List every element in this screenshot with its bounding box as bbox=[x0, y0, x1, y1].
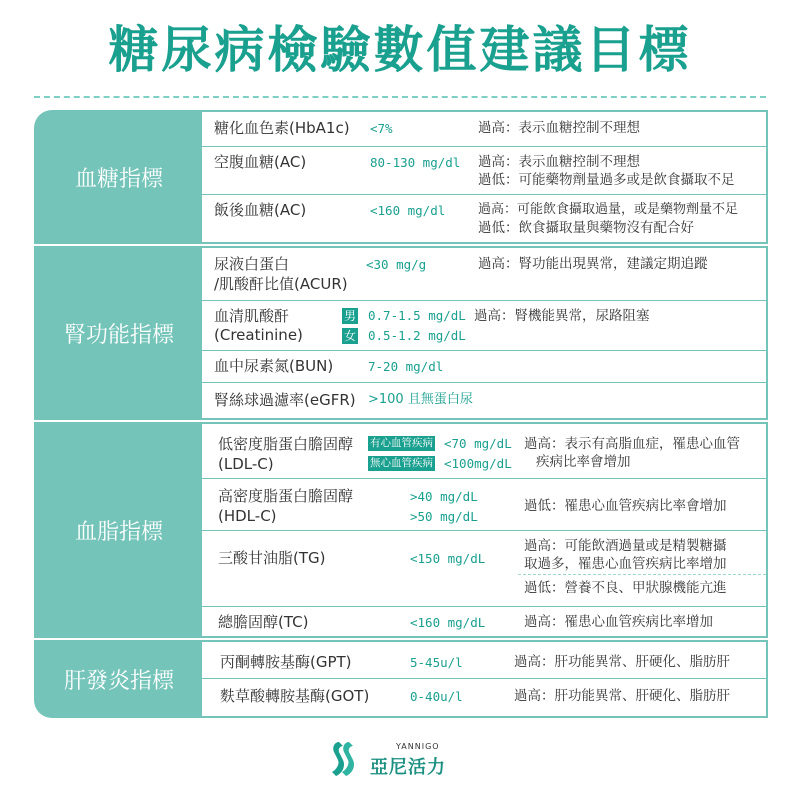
row-separator bbox=[202, 350, 766, 351]
row-separator bbox=[202, 478, 766, 479]
tg-name: 三酸甘油脂(TG) bbox=[218, 549, 326, 567]
creatinine-name-line2: (Creatinine) bbox=[214, 326, 303, 344]
tg-value: <150 mg/dL bbox=[410, 551, 486, 566]
tc-name: 總膽固醇(TC) bbox=[218, 613, 309, 631]
acur-name-line1: 尿液白蛋白 bbox=[214, 255, 290, 273]
ldl-value-without-cvd: <100mg/dL bbox=[444, 456, 512, 471]
female-label: 女 bbox=[343, 329, 356, 343]
row-separator bbox=[202, 194, 766, 195]
row-separator bbox=[202, 382, 766, 383]
hdl-name-line2: (HDL-C) bbox=[218, 507, 277, 525]
got-value: 0-40u/l bbox=[410, 689, 463, 704]
creatinine-note: 過高：腎機能異常，尿路阻塞 bbox=[474, 308, 650, 324]
creatinine-female-value: 0.5-1.2 mg/dL bbox=[368, 328, 466, 343]
logo-english: YANNIGO bbox=[396, 742, 440, 751]
ac-name: 空腹血糖(AC) bbox=[214, 153, 307, 171]
male-label: 男 bbox=[343, 309, 356, 323]
ldl-name-line1: 低密度脂蛋白膽固醇 bbox=[218, 435, 354, 453]
acur-value: <30 mg/g bbox=[366, 257, 427, 272]
gpt-value: 5-45u/l bbox=[410, 655, 463, 670]
note-separator bbox=[518, 574, 766, 575]
category-lipid: 血脂指標 bbox=[74, 519, 163, 545]
ac-value: 80-130 mg/dl bbox=[370, 155, 461, 170]
tc-value: <160 mg/dL bbox=[410, 615, 486, 630]
brand-logo bbox=[330, 740, 470, 780]
bun-value: 7-20 mg/dl bbox=[368, 359, 444, 374]
pc-value: <160 mg/dl bbox=[370, 203, 446, 218]
category-blood-sugar: 血糖指標 bbox=[74, 166, 163, 192]
ac-note-high: 過高：表示血糖控制不理想 bbox=[478, 154, 640, 170]
acur-note: 過高：腎功能出現異常，建議定期追蹤 bbox=[478, 256, 708, 272]
bun-name: 血中尿素氮(BUN) bbox=[214, 357, 334, 375]
top-divider bbox=[34, 96, 766, 98]
ldl-name-line2: (LDL-C) bbox=[218, 455, 274, 473]
ac-note-low: 過低：可能藥物劑量過多或是飲食攝取不足 bbox=[478, 172, 735, 188]
category-liver: 肝發炎指標 bbox=[63, 668, 174, 694]
tg-note-line2: 取過多，罹患心血管疾病比率增加 bbox=[524, 556, 727, 572]
hdl-note: 過低：罹患心血管疾病比率會增加 bbox=[524, 498, 727, 514]
row-separator bbox=[202, 300, 766, 301]
ldl-note-line2: 疾病比率會增加 bbox=[536, 454, 631, 470]
creatinine-male-value: 0.7-1.5 mg/dL bbox=[368, 308, 466, 323]
tg-note-line1: 過高：可能飲酒過量或是精製糖攝 bbox=[524, 538, 727, 554]
egfr-name: 腎絲球過濾率(eGFR) bbox=[214, 391, 356, 409]
pc-note-low: 過低：飲食攝取量與藥物沒有配合好 bbox=[478, 220, 694, 236]
hdl-name-line1: 高密度脂蛋白膽固醇 bbox=[218, 487, 354, 505]
tg-note-line3: 過低：營養不良、甲狀腺機能亢進 bbox=[524, 580, 727, 596]
pc-note-high: 過高：可能飲食攝取過量，或是藥物劑量不足 bbox=[478, 202, 739, 217]
row-separator bbox=[202, 530, 766, 531]
got-note: 過高：肝功能異常、肝硬化、脂肪肝 bbox=[514, 688, 730, 704]
creatinine-name-line1: 血清肌酸酐 bbox=[214, 307, 290, 325]
category-kidney: 腎功能指標 bbox=[63, 322, 174, 348]
badge-without-cvd: 無心血管疾病 bbox=[370, 457, 433, 469]
egfr-value: >100 且無蛋白尿 bbox=[368, 392, 473, 407]
logo-chinese: 亞尼活力 bbox=[370, 757, 446, 778]
got-name: 麩草酸轉胺基酶(GOT) bbox=[220, 687, 370, 705]
gpt-note: 過高：肝功能異常、肝硬化、脂肪肝 bbox=[514, 654, 730, 670]
row-separator bbox=[202, 606, 766, 607]
hdl-value-female: >50 mg/dL bbox=[410, 509, 478, 524]
hba1c-name: 糖化血色素(HbA1c) bbox=[214, 119, 350, 137]
row-separator bbox=[202, 146, 766, 147]
badge-with-cvd: 有心血管疾病 bbox=[370, 437, 433, 449]
pc-name: 飯後血糖(AC) bbox=[214, 201, 307, 219]
hba1c-note: 過高：表示血糖控制不理想 bbox=[478, 120, 640, 136]
page-title: 糖尿病檢驗數值建議目標 bbox=[108, 21, 692, 79]
row-separator bbox=[202, 678, 766, 679]
tc-note: 過高：罹患心血管疾病比率增加 bbox=[524, 614, 713, 630]
logo-mark-icon bbox=[330, 740, 360, 778]
ldl-value-with-cvd: <70 mg/dL bbox=[444, 436, 512, 451]
acur-name-line2: /肌酸酐比值(ACUR) bbox=[214, 275, 348, 293]
hdl-value-male: >40 mg/dL bbox=[410, 489, 478, 504]
ldl-note-line1: 過高：表示有高脂血症，罹患心血管 bbox=[524, 436, 740, 452]
gpt-name: 丙酮轉胺基酶(GPT) bbox=[220, 653, 352, 671]
hba1c-value: <7% bbox=[370, 121, 393, 136]
